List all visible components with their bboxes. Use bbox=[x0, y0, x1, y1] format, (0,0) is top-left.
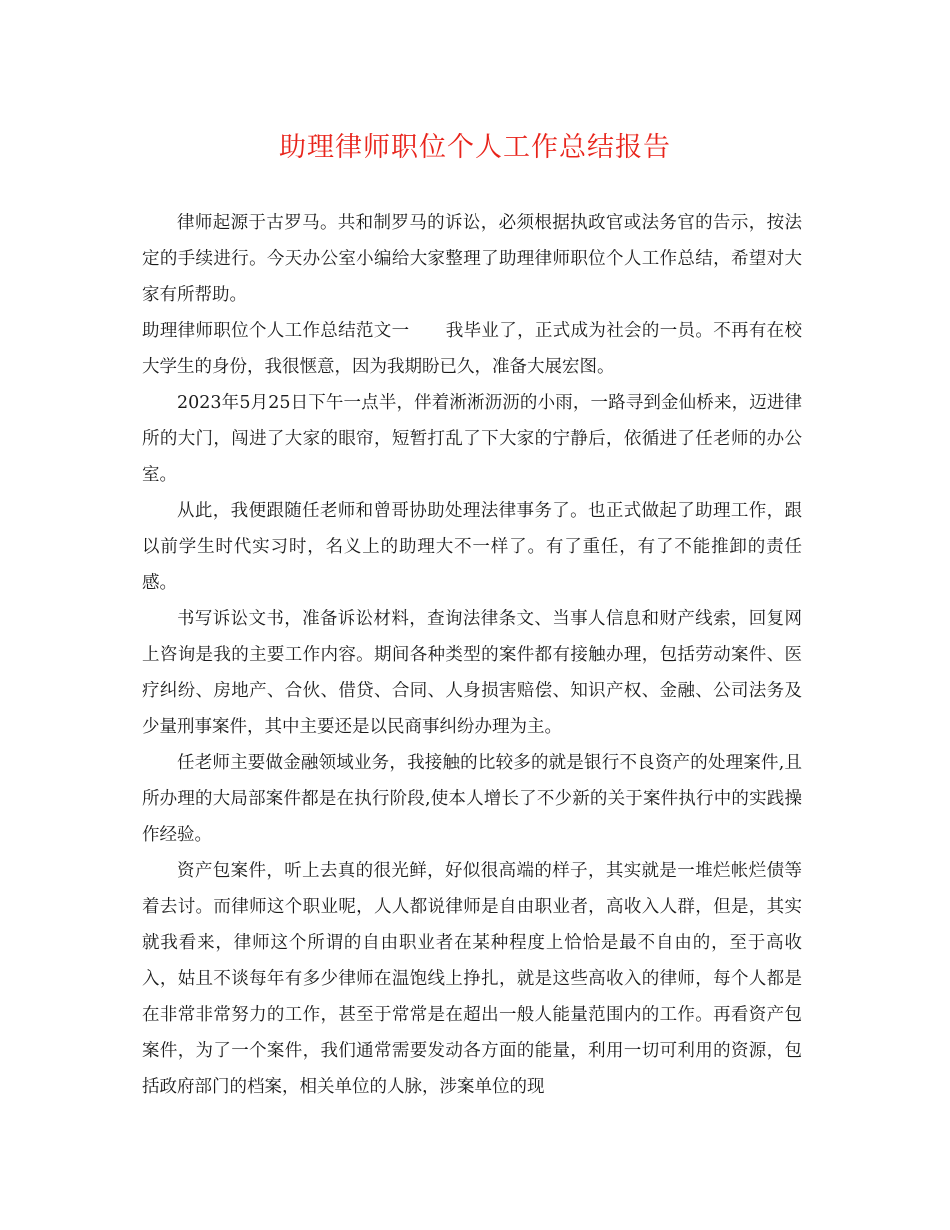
document-body bbox=[142, 205, 802, 1105]
body-paragraph: 2023年5月25日下午一点半，伴着淅淅沥沥的小雨，一路寻到金仙桥来，迈进律所的大门，闯进了大家的眼帘，短暂打乱了下大家的宁静后，依循进了任老师的办公室。 bbox=[142, 393, 802, 485]
body-paragraph: 任老师主要做金融领域业务，我接触的比较多的就是银行不良资产的处理案件,且所办理的大局部案件都是在执行阶段,使本人增长了不少新的关于案件执行中的实践操作经验。 bbox=[142, 753, 802, 845]
sample-paragraph bbox=[142, 313, 802, 385]
body-paragraph: 资产包案件，听上去真的很光鲜，好似很高端的样子，其实就是一堆烂帐烂债等着去讨。而律师这个职业呢，人人都说律师是自由职业者，高收入人群，但是，其实就我看来，律师这个所谓的自由职业者在某种程度上恰恰是最不自由的，至于高收入，姑且不谈每年有多少律师在温饱线上挣扎，就是这些高收入的律师，每个人都是在非常非常努力的工作，甚至于常常是在超出一般人能量范围内的工作。再看资产包案件，为了一个案件，我们通常需要发动各方面的能量，利用一切可利用的资源，包括政府部门的档案，相关单位的人脉，涉案单位的现 bbox=[142, 861, 802, 1097]
document-title: 助理律师职位个人工作总结报告 bbox=[279, 132, 671, 163]
body-paragraph: 书写诉讼文书，准备诉讼材料，查询法律条文、当事人信息和财产线索，回复网上咨询是我的主要工作内容。期间各种类型的案件都有接触办理，包括劳动案件、医疗纠纷、房地产、合伙、借贷、合同、人身损害赔偿、知识产权、金融、公司法务及少量刑事案件，其中主要还是以民商事纠纷办理为主。 bbox=[142, 609, 802, 737]
sample-heading: 助理律师职位个人工作总结范文一 bbox=[142, 321, 410, 341]
body-paragraph: 从此，我便跟随任老师和曾哥协助处理法律事务了。也正式做起了助理工作，跟以前学生时代实习时，名义上的助理大不一样了。有了重任，有了不能推卸的责任感。 bbox=[142, 501, 802, 593]
sample-first-line: 我毕业了，正式成为社会的一员。不再有在校大学生的身份，我很惬意，因为我期盼已久，准备大展宏图。 bbox=[142, 321, 803, 377]
intro-paragraph: 律师起源于古罗马。共和制罗马的诉讼，必须根据执政官或法务官的告示，按法定的手续进行。今天办公室小编给大家整理了助理律师职位个人工作总结，希望对大家有所帮助。 bbox=[142, 213, 802, 305]
